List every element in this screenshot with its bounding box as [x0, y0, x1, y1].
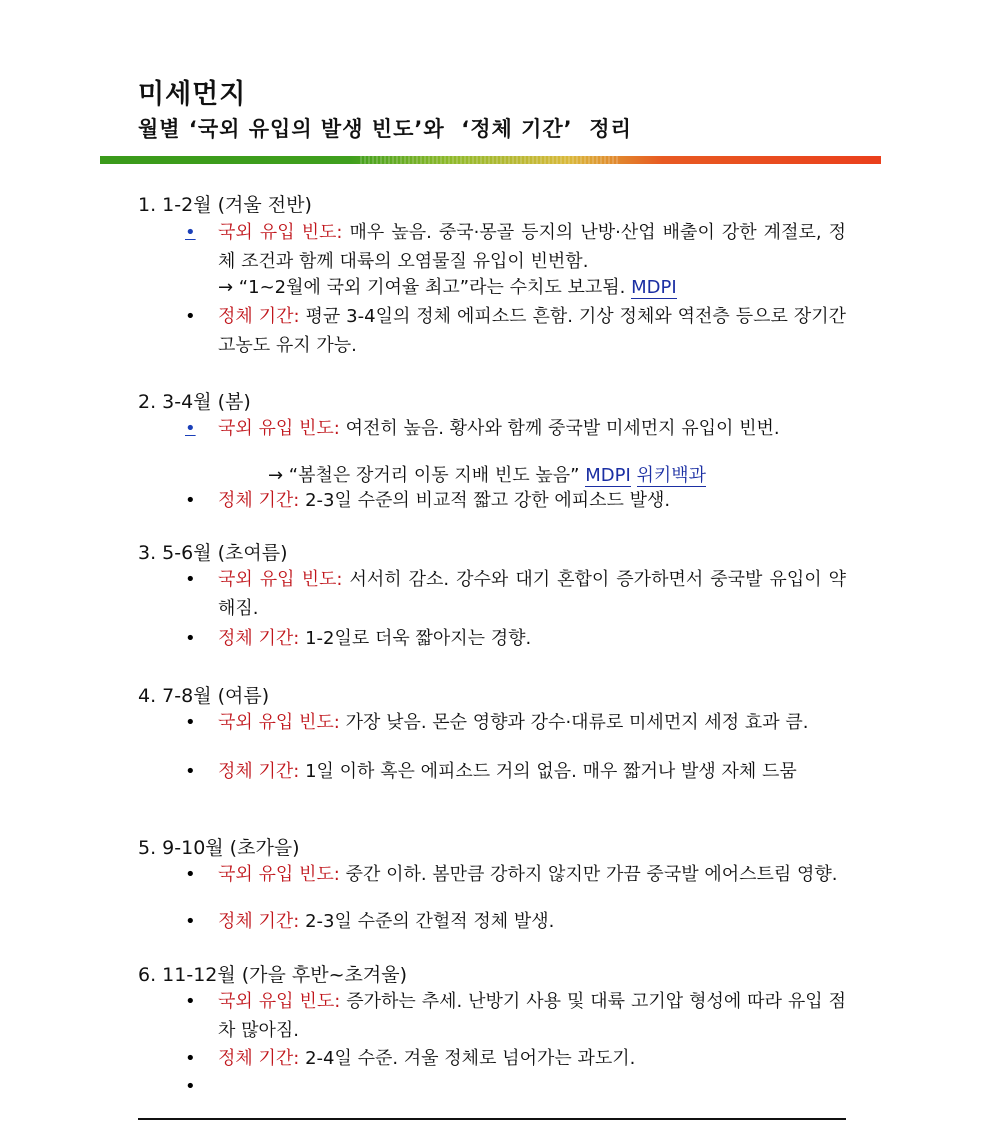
- bullet-icon: •: [185, 911, 196, 932]
- stagnation-item-2: [185, 486, 846, 515]
- section-heading-6: 6. 11-12월 (가을 후반~초겨울): [138, 964, 408, 986]
- bullet-icon: •: [185, 490, 196, 511]
- bullet-icon: •: [185, 306, 196, 327]
- stagnation-item-1: [185, 302, 846, 360]
- stagnation-label: 정체 기간:: [218, 761, 300, 782]
- bullet-icon: •: [185, 864, 196, 885]
- inflow-label: 국외 유입 빈도:: [218, 418, 340, 439]
- bullet-icon: •: [185, 761, 196, 782]
- stagnation-text: 2-3일 수준의 비교적 짧고 강한 에피소드 발생.: [299, 490, 671, 511]
- inflow-label: 국외 유입 빈도:: [218, 991, 341, 1012]
- section-heading-1: 1. 1-2월 (겨울 전반): [138, 194, 312, 216]
- stagnation-label: 정체 기간:: [218, 490, 300, 511]
- inflow-item-4: [185, 708, 846, 737]
- bullet-icon: •: [185, 1048, 196, 1069]
- inflow-text: 가장 낮음. 몬순 영향과 강수·대류로 미세먼지 세정 효과 큼.: [339, 712, 809, 733]
- inflow-text: 서서히 감소. 강수와 대기 혼합이 증가하면서 중국발 유입이 약해짐.: [218, 569, 846, 619]
- section-heading-2: 2. 3-4월 (봄): [138, 391, 251, 413]
- section-heading-3: 3. 5-6월 (초여름): [138, 542, 288, 564]
- stagnation-label: 정체 기간:: [218, 911, 300, 932]
- inflow-text: 증가하는 추세. 난방기 사용 및 대륙 고기압 형성에 따라 유입 점차 많아짐.: [218, 991, 846, 1041]
- bullet-icon: •: [185, 569, 196, 590]
- inflow-label: 국외 유입 빈도:: [218, 222, 343, 243]
- stagnation-text: 2-3일 수준의 간헐적 정체 발생.: [299, 911, 555, 932]
- stagnation-text: 평균 3-4일의 정체 에피소드 흔함. 기상 정체와 역전층 등으로 장기간 고농도 유지 가능.: [218, 306, 846, 356]
- stagnation-label: 정체 기간:: [218, 1048, 300, 1069]
- bullet-icon: •: [185, 712, 196, 733]
- inflow-label: 국외 유입 빈도:: [218, 569, 343, 590]
- bullet-icon: •: [185, 1076, 196, 1097]
- section-heading-5: 5. 9-10월 (초가을): [138, 837, 300, 859]
- section-heading-4: 4. 7-8월 (여름): [138, 685, 270, 707]
- bullet-icon: •: [185, 222, 196, 243]
- bar-texture: [360, 156, 620, 164]
- document-subtitle: 월별 ‘국외 유입의 발생 빈도’와 ‘정체 기간’ 정리: [138, 117, 632, 141]
- wikipedia-link[interactable]: 위키백과: [636, 465, 707, 486]
- document-title: 미세먼지: [138, 79, 247, 110]
- bullet-icon: •: [185, 628, 196, 649]
- mdpi-link[interactable]: MDPI: [631, 277, 677, 298]
- note-text: → “1~2월에 국외 기여율 최고”라는 수치도 보고됨.: [218, 277, 632, 298]
- bullet-icon: •: [185, 991, 196, 1012]
- bottom-rule: [138, 1118, 846, 1120]
- bullet-icon: •: [185, 418, 196, 439]
- stagnation-text: 1-2일로 더욱 짧아지는 경향.: [299, 628, 532, 649]
- header-gradient-bar: [100, 156, 881, 164]
- inflow-label: 국외 유입 빈도:: [218, 712, 340, 733]
- stagnation-label: 정체 기간:: [218, 306, 300, 327]
- inflow-text: 매우 높음. 중국·몽골 등지의 난방·산업 배출이 강한 계절로, 정체 조건과 함께 대륙의 오염물질 유입이 빈번함.: [218, 222, 846, 272]
- inflow-paragraph-1: [218, 218, 846, 276]
- inflow-item-3: [185, 565, 846, 623]
- stagnation-text: 2-4일 수준. 겨울 정체로 넘어가는 과도기.: [299, 1048, 636, 1069]
- note-1: [218, 275, 677, 301]
- inflow-item-5: [185, 860, 846, 889]
- stagnation-item-5: [185, 907, 846, 936]
- inflow-text: 중간 이하. 봄만큼 강하지 않지만 가끔 중국발 에어스트림 영향.: [339, 864, 838, 885]
- stagnation-label: 정체 기간:: [218, 628, 300, 649]
- stagnation-text: 1일 이하 혹은 에피소드 거의 없음. 매우 짧거나 발생 자체 드뭄: [299, 761, 797, 782]
- inflow-item-1: [185, 218, 846, 276]
- inflow-item-6: [185, 987, 846, 1045]
- inflow-item-2: [185, 414, 846, 443]
- note-text: → “봄철은 장거리 이동 지배 빈도 높음”: [268, 465, 586, 486]
- mdpi-link[interactable]: MDPI: [585, 465, 631, 486]
- inflow-label: 국외 유입 빈도:: [218, 864, 340, 885]
- stagnation-item-6: [185, 1044, 846, 1073]
- stagnation-item-3: [185, 624, 846, 653]
- inflow-text: 여전히 높음. 황사와 함께 중국발 미세먼지 유입이 빈번.: [339, 418, 780, 439]
- stagnation-item-4: [185, 757, 846, 786]
